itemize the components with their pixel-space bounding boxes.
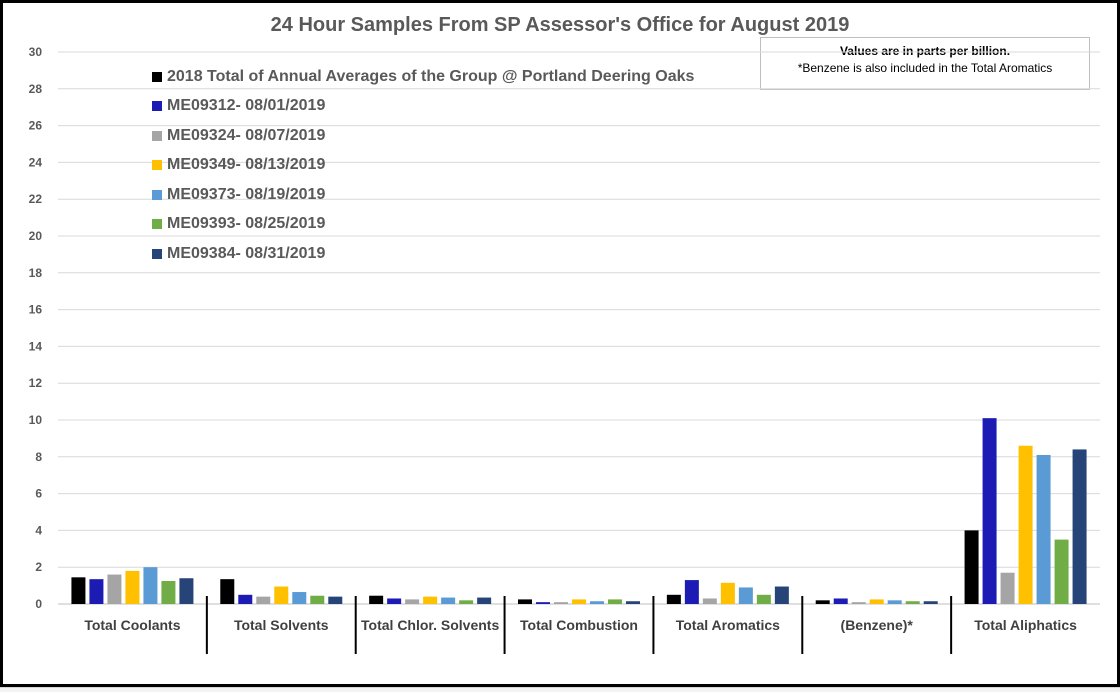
chart-title: 24 Hour Samples From SP Assessor's Office for August 2019 [270, 14, 850, 36]
bar [220, 579, 234, 604]
bar [387, 598, 401, 604]
x-category-label: Total Combustion [520, 617, 638, 633]
bar [1019, 446, 1033, 604]
units-note: Values are in parts per billion. [839, 44, 1011, 58]
legend-item [152, 151, 694, 181]
bar [441, 598, 455, 604]
bar [667, 595, 681, 604]
bar [590, 601, 604, 604]
bar [143, 567, 157, 604]
y-tick-label: 28 [28, 81, 42, 96]
benzene-note: *Benzene is also included in the Total Aromatics [797, 61, 1053, 75]
x-category-label: Total Chlor. Solvents [361, 617, 500, 633]
y-tick-label: 18 [28, 265, 42, 280]
y-tick-label: 24 [28, 155, 42, 170]
bar [852, 602, 866, 604]
bar [310, 596, 324, 604]
bar [423, 597, 437, 604]
x-category-label: Total Aromatics [675, 617, 780, 633]
y-tick-label: 2 [35, 560, 42, 575]
y-tick-label: 22 [28, 192, 42, 207]
bar [739, 587, 753, 604]
bar [703, 598, 717, 604]
bar [685, 580, 699, 604]
legend-label: ME09349- 08/13/2019 [167, 156, 326, 174]
bar [536, 602, 550, 604]
legend-item [152, 92, 694, 122]
y-tick-label: 14 [28, 339, 42, 354]
y-tick-label: 10 [28, 413, 42, 427]
bar [626, 601, 640, 604]
bar [292, 592, 306, 604]
legend-swatch [152, 72, 162, 82]
legend-swatch [152, 131, 162, 141]
legend-label: ME09312- 08/01/2019 [167, 97, 326, 115]
bar [89, 579, 103, 604]
y-tick-label: 16 [28, 302, 42, 317]
legend-swatch [152, 160, 162, 170]
x-category-label: Total Coolants [84, 617, 181, 633]
legend-item [152, 210, 694, 240]
bar [125, 571, 139, 604]
bar [107, 575, 121, 604]
bar [518, 599, 532, 604]
x-category-label: (Benzene)* [840, 617, 913, 633]
y-tick-label: 0 [35, 597, 42, 611]
legend-swatch [152, 190, 162, 200]
bar [71, 577, 85, 604]
legend-swatch [152, 249, 162, 259]
bar [328, 597, 342, 604]
bar [834, 598, 848, 604]
bar [459, 600, 473, 604]
bar [906, 601, 920, 604]
legend [152, 62, 694, 269]
bar [924, 601, 938, 604]
bar [274, 587, 288, 604]
x-category-label: Total Solvents [233, 617, 329, 633]
legend-item [152, 62, 694, 92]
x-category-label: Total Aliphatics [974, 617, 1077, 633]
bar [757, 595, 771, 604]
bar [1055, 540, 1069, 604]
bar [554, 602, 568, 604]
bar [983, 418, 997, 604]
bar [775, 587, 789, 604]
bar [608, 599, 622, 604]
y-tick-label: 8 [35, 449, 42, 464]
y-tick-label: 4 [35, 523, 42, 538]
bar [179, 578, 193, 604]
bar [477, 598, 491, 604]
bar [256, 597, 270, 604]
legend-item [152, 239, 694, 269]
y-tick-label: 6 [35, 486, 42, 501]
bar [161, 581, 175, 604]
legend-label: ME09324- 08/07/2019 [167, 126, 326, 144]
bar [1037, 455, 1051, 604]
bar [1001, 573, 1015, 604]
bar [870, 599, 884, 604]
legend-label: ME09384- 08/31/2019 [167, 244, 326, 262]
y-tick-label: 30 [28, 45, 42, 59]
y-tick-label: 12 [28, 376, 42, 391]
legend-label: ME09393- 08/25/2019 [167, 215, 326, 233]
legend-label: ME09373- 08/19/2019 [167, 185, 326, 203]
bar [369, 596, 383, 604]
bar [721, 583, 735, 604]
bar [572, 599, 586, 604]
bar [888, 600, 902, 604]
legend-item [152, 180, 694, 210]
legend-swatch [152, 101, 162, 111]
bar [1073, 449, 1087, 604]
bar [816, 600, 830, 604]
bar [965, 530, 979, 604]
legend-label: 2018 Total of Annual Averages of the Group @ Portland Deering Oaks [167, 67, 695, 85]
bar [238, 595, 252, 604]
bar [405, 599, 419, 604]
legend-item [152, 121, 694, 151]
y-tick-label: 20 [28, 229, 42, 243]
legend-swatch [152, 219, 162, 229]
y-tick-label: 26 [28, 118, 42, 133]
